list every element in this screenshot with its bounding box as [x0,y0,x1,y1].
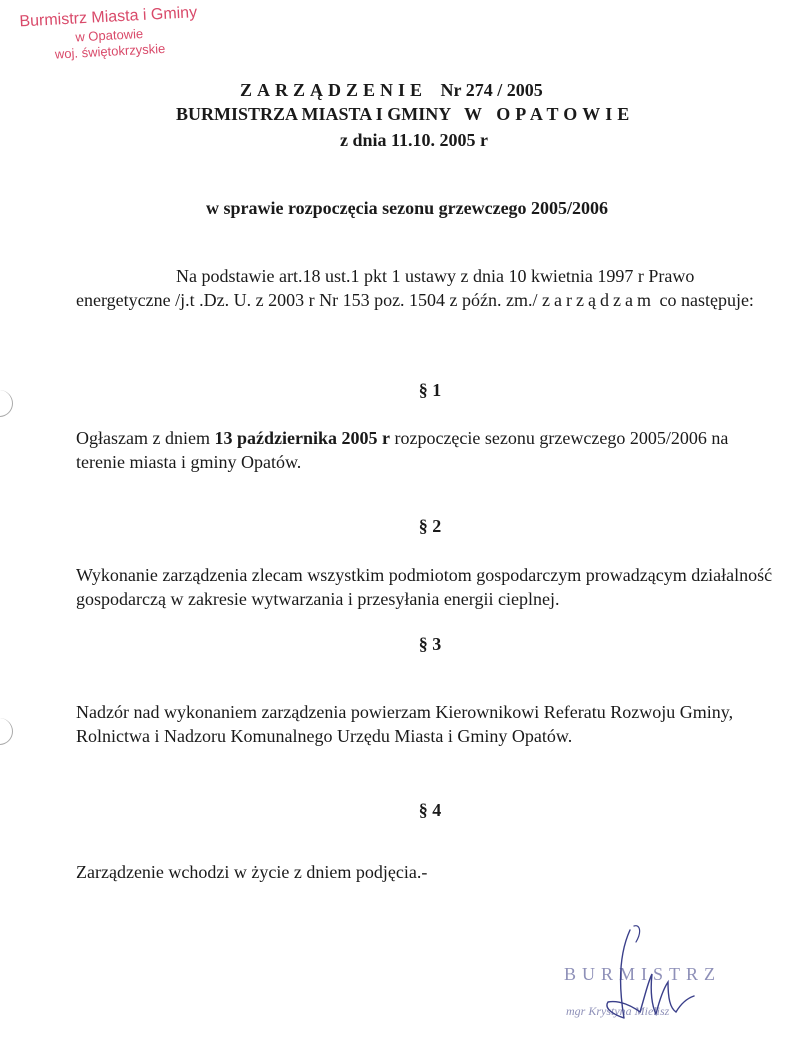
intro-paragraph [76,264,776,312]
section-4-label: § 4 [418,800,442,820]
document-subject: w sprawie rozpoczęcia sezonu grzewczego 2005/2006 [206,198,609,218]
section-2-label: § 2 [418,516,442,536]
section-4-text: Zarządzenie wchodzi w życie z dniem podjęcia.- [76,862,428,882]
binder-hole-mark [0,718,13,745]
document-date: z dnia 11.10. 2005 r [340,130,489,150]
section-3-label: § 3 [418,634,442,654]
issuer-suffix: W OPATOWIE [464,104,635,124]
issuer-prefix: BURMISTRZA MIASTA I GMINY [176,104,451,124]
document-title [240,80,640,101]
office-stamp [8,4,211,74]
section-3-text: Nadzór nad wykonaniem zarządzenia powierzam Kierownikowi Referatu Rozwoju Gminy, Rolnictwa i Nadzoru Komunalnego Urzędu Miasta i Gminy Opatów. [76,702,734,746]
stamp-line-3: woj. świętokrzyskie [54,40,166,62]
section-2-text: Wykonanie zarządzenia zlecam wszystkim podmiotom gospodarczym prowadzącym działalność gospodarczą w zakresie wytwarzania i przesyłania energii cieplnej. [76,565,773,609]
stamp-line-2: w Opatowie [74,25,144,45]
document-number: Nr 274 / 2005 [440,80,543,100]
intro-text-after: co następuje: [654,290,754,310]
section-1-text [76,426,776,474]
section-1-label: § 1 [418,380,442,400]
document-issuer [176,104,736,125]
document-title-word: ZARZĄDZENIE [240,80,428,100]
section-1-date: 13 października 2005 r [214,428,390,448]
intro-keyword: zarządzam [542,290,655,310]
section-1-text-after: rozpoczęcie sezonu grzewczego 2005/2006 na terenie miasta i gminy Opatów. [76,428,729,472]
section-1-text-before: Ogłaszam z dniem [76,428,215,448]
intro-text-before: Na podstawie art.18 ust.1 pkt 1 ustawy z dnia 10 kwietnia 1997 r Prawo energetyczne /j.t .Dz. U. z 2003 r Nr 153 poz. 1504 z późn. zm./ [76,266,695,310]
stamp-line-1: Burmistrz Miasta i Gminy [19,4,198,31]
handwritten-signature [590,922,710,1032]
signature-stamp-name: mgr Krystyna Mielisz [566,1004,670,1018]
signature-stamp-title: BURMISTRZ [564,964,722,984]
